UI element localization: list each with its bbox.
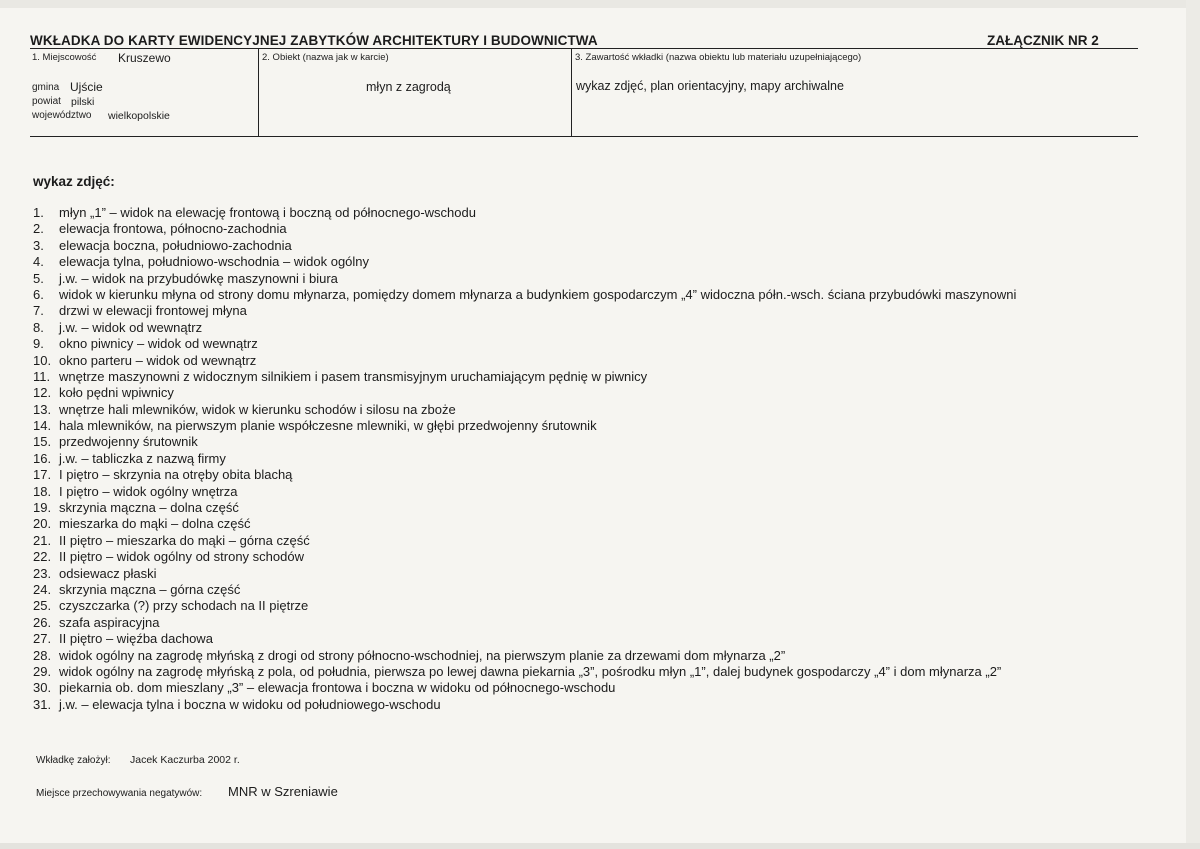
- list-item-number: 5.: [33, 270, 44, 286]
- list-item: [33, 254, 1016, 270]
- list-item-number: 1.: [33, 205, 44, 220]
- list-item-number: 25.: [33, 598, 52, 614]
- document-title: WKŁADKA DO KARTY EWIDENCYJNEJ ZABYTKÓW ARCHITEKTURY I BUDOWNICTWA: [30, 33, 598, 48]
- list-item-text: I piętro – skrzynia na otręby obita blachą: [59, 467, 293, 483]
- list-item: [33, 385, 1016, 401]
- list-item-text: piekarnia ob. dom mieszlany „3” – elewacja frontowa i boczna w widoku od północnego-wschodu: [59, 680, 616, 696]
- list-item: [33, 467, 1016, 483]
- list-item: [33, 566, 1016, 582]
- list-item-number: 2.: [33, 221, 44, 237]
- author-value: Jacek Kaczurba 2002 r.: [130, 754, 240, 766]
- photo-list-heading: wykaz zdjęć:: [33, 174, 115, 189]
- list-item-text: j.w. – tabliczka z nazwą firmy: [59, 450, 226, 466]
- location-label: 1. Miejscowość: [32, 52, 97, 63]
- header-top-rule: [30, 48, 1138, 49]
- list-item-number: 6.: [33, 286, 44, 302]
- list-item-text: elewacja tylna, południowo-wschodnia – widok ogólny: [59, 254, 370, 270]
- author-label: Wkładkę założył:: [36, 755, 111, 766]
- list-item-number: 31.: [33, 696, 52, 712]
- list-item-number: 29.: [33, 663, 52, 679]
- list-item-number: 22.: [33, 549, 52, 565]
- object-label: 2. Obiekt (nazwa jak w karcie): [262, 52, 389, 63]
- list-item: [33, 238, 1016, 254]
- gmina-label: gmina: [32, 82, 60, 93]
- list-item: [33, 615, 1016, 631]
- list-item-number: 16.: [33, 450, 52, 466]
- scan-edge-bottom: [0, 843, 1200, 849]
- list-item-text: okno piwnicy – widok od wewnątrz: [59, 336, 258, 352]
- wojewodztwo-label: województwo: [32, 110, 92, 121]
- list-item-number: 4.: [33, 254, 44, 270]
- list-item-text: widok ogólny na zagrodę młyńską z pola, od południa, pierwsza po lewej dawna piekarnia „3”, pośrodku młyn „1”, dalej budynek gospodarczy „4” i dom młynarza „2”: [59, 663, 1002, 679]
- list-item: [33, 271, 1016, 287]
- list-item-text: wnętrze maszynowni z widocznym silnikiem i pasem transmisyjnym uruchamiającym pędnię w piwnicy: [59, 368, 648, 384]
- list-item-number: 15.: [33, 434, 52, 450]
- list-item-number: 30.: [33, 680, 52, 696]
- list-item-text: j.w. – widok od wewnątrz: [59, 319, 203, 335]
- storage-label: Miejsce przechowywania negatywów:: [36, 788, 203, 799]
- list-item: [33, 549, 1016, 565]
- list-item: [33, 221, 1016, 237]
- list-item-text: skrzynia mączna – dolna część: [59, 500, 239, 516]
- list-item-text: II piętro – mieszarka do mąki – górna część: [59, 532, 310, 548]
- list-item-number: 3.: [33, 237, 44, 253]
- powiat-value: pilski: [71, 96, 95, 108]
- photo-list: [33, 205, 1016, 713]
- list-item-number: 28.: [33, 647, 52, 663]
- list-item-text: j.w. – elewacja tylna i boczna w widoku od południowego-wschodu: [59, 696, 441, 712]
- list-item-number: 13.: [33, 401, 52, 417]
- list-item-text: mieszarka do mąki – dolna część: [59, 516, 251, 532]
- list-item: [33, 320, 1016, 336]
- list-item-number: 9.: [33, 336, 44, 352]
- list-item: [33, 336, 1016, 352]
- gmina-value: Ujście: [70, 80, 103, 94]
- scan-edge-top: [0, 0, 1200, 8]
- list-item: [33, 434, 1016, 450]
- list-item: [33, 500, 1016, 516]
- list-item-text: I piętro – widok ogólny wnętrza: [59, 483, 238, 499]
- list-item-text: elewacja boczna, południowo-zachodnia: [59, 237, 292, 253]
- list-item: [33, 664, 1016, 680]
- list-item-text: odsiewacz płaski: [59, 565, 157, 581]
- header-divider-2: [571, 48, 572, 137]
- list-item: [33, 303, 1016, 319]
- list-item-number: 20.: [33, 516, 52, 532]
- list-item-text: czyszczarka (?) przy schodach na II piętrze: [59, 598, 309, 614]
- list-item-text: widok ogólny na zagrodę młyńską z drogi od strony północno-wschodniej, na pierwszym planie za drzewami dom młynarza „2”: [59, 647, 786, 663]
- header-bottom-rule: [30, 136, 1138, 137]
- list-item-number: 24.: [33, 581, 52, 597]
- list-item-text: koło pędni wpiwnicy: [59, 385, 174, 401]
- list-item: [33, 402, 1016, 418]
- list-item: [33, 533, 1016, 549]
- list-item-number: 26.: [33, 614, 52, 630]
- list-item-number: 11.: [33, 368, 51, 384]
- list-item-number: 17.: [33, 467, 52, 483]
- list-item: [33, 648, 1016, 664]
- list-item-text: skrzynia mączna – górna część: [59, 581, 241, 597]
- header-table: [30, 48, 1138, 136]
- list-item-number: 23.: [33, 565, 52, 581]
- list-item: [33, 582, 1016, 598]
- wojewodztwo-value: wielkopolskie: [108, 110, 170, 122]
- list-item-text: II piętro – widok ogólny od strony schodów: [59, 549, 304, 565]
- list-item: [33, 697, 1016, 713]
- list-item-number: 7.: [33, 303, 44, 319]
- list-item-number: 14.: [33, 418, 52, 434]
- list-item-text: hala mlewników, na pierwszym planie współczesne mlewniki, w głębi przedwojenny śrutownik: [59, 418, 597, 434]
- list-item: [33, 205, 1016, 221]
- list-item: [33, 516, 1016, 532]
- contents-value: wykaz zdjęć, plan orientacyjny, mapy archiwalne: [576, 79, 844, 93]
- list-item-number: 18.: [33, 483, 52, 499]
- scan-edge-right: [1186, 0, 1200, 849]
- list-item-number: 10.: [33, 352, 52, 368]
- list-item: [33, 418, 1016, 434]
- list-item-number: 19.: [33, 500, 52, 516]
- list-item: [33, 680, 1016, 696]
- list-item: [33, 353, 1016, 369]
- list-item-text: j.w. – widok na przybudówkę maszynowni i biura: [59, 270, 338, 286]
- list-item: [33, 484, 1016, 500]
- list-item-number: 8.: [33, 319, 44, 335]
- list-item-text: szafa aspiracyjna: [59, 614, 160, 630]
- list-item-text: wnętrze hali mlewników, widok w kierunku schodów i silosu na zboże: [59, 401, 456, 417]
- list-item: [33, 631, 1016, 647]
- annex-number: ZAŁĄCZNIK NR 2: [987, 33, 1099, 48]
- list-item: [33, 451, 1016, 467]
- powiat-label: powiat: [32, 96, 61, 107]
- list-item-text: okno parteru – widok od wewnątrz: [59, 352, 257, 368]
- object-value: młyn z zagrodą: [366, 80, 451, 94]
- header-divider-1: [258, 48, 259, 137]
- list-item-number: 27.: [33, 631, 52, 647]
- list-item-text: drzwi w elewacji frontowej młyna: [59, 303, 247, 319]
- list-item-text: przedwojenny śrutownik: [59, 434, 198, 450]
- list-item-text: II piętro – więźba dachowa: [59, 631, 213, 647]
- storage-value: MNR w Szreniawie: [228, 784, 338, 799]
- list-item-text: elewacja frontowa, północno-zachodnia: [59, 221, 287, 237]
- list-item-number: 21.: [33, 532, 52, 548]
- list-item-number: 12.: [33, 385, 52, 401]
- list-item: [33, 598, 1016, 614]
- location-value: Kruszewo: [118, 51, 171, 65]
- contents-label: 3. Zawartość wkładki (nazwa obiektu lub materiału uzupełniającego): [575, 52, 862, 63]
- list-item-text: widok w kierunku młyna od strony domu młynarza, pomiędzy domem młynarza a budynkiem gospodarczym „4” widoczna półn.-wsch. ściana przybudówki maszynowni: [59, 286, 1017, 302]
- list-item-text: młyn „1” – widok na elewację frontową i boczną od północnego-wschodu: [59, 205, 476, 220]
- list-item: [33, 287, 1016, 303]
- list-item: [33, 369, 1016, 385]
